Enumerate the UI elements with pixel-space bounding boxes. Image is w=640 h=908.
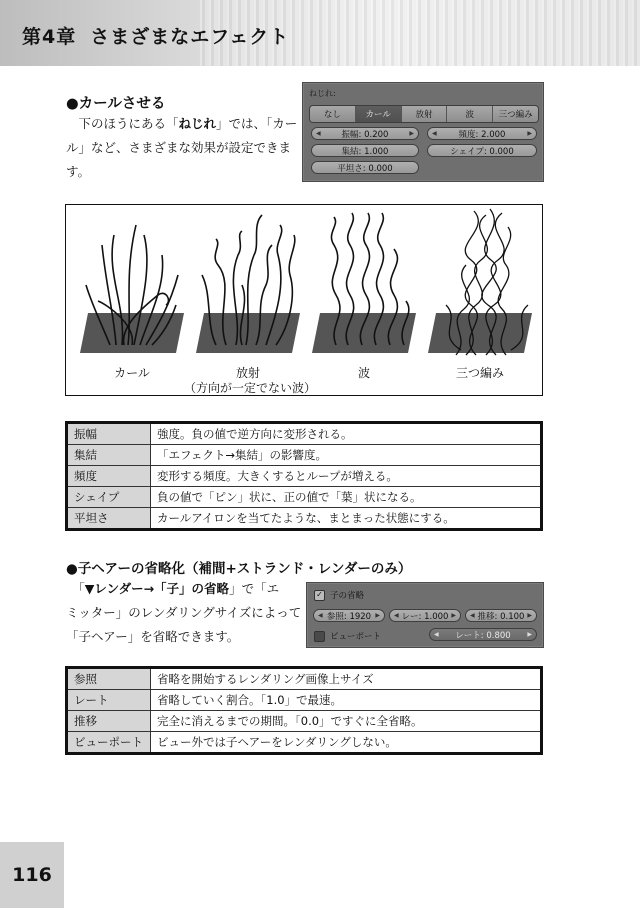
child-simplify-panel [306,582,544,648]
increment-arrow-icon[interactable]: ▶ [409,130,414,137]
reference-size-field[interactable]: ◀ 参照: 1920 ▶ [313,609,385,622]
table-value: ビュー外では子ヘアーをレンダリングしない。 [151,732,542,754]
diagram-sublabel-radial: （方向が一定でない波） [183,381,316,395]
kink-tab-braid[interactable]: 三つ編み [493,106,538,122]
diagram-label-braid: 三つ編み [455,366,504,380]
table-key: ビューポート [67,732,151,754]
section-heading-child-simplify: ●子ヘアーの省略化（補間+ストランド・レンダーのみ） [66,561,412,577]
shape-field[interactable]: シェイプ: 0.000 [427,144,537,157]
chapter-title [22,22,289,49]
table-key: 集結 [67,445,151,466]
table-key: 平坦さ [67,508,151,530]
decrement-arrow-icon[interactable]: ◀ [432,130,437,137]
table-row [67,487,542,508]
kink-tab-radial[interactable]: 放射 [402,106,448,122]
section-heading-curl: ●カールさせる [66,96,166,112]
table-row [67,711,542,732]
transition-field[interactable]: ◀ 推移: 0.100 ▶ [465,609,537,622]
viewport-toggle[interactable]: ビューポート [314,630,381,642]
section-curl-text [66,112,306,184]
increment-arrow-icon[interactable]: ▶ [527,612,532,619]
table-row [67,690,542,711]
section-child-line1: 「▼レンダー→「子」の省略」で「エ [78,581,280,596]
increment-arrow-icon[interactable]: ▶ [375,612,380,619]
frequency-field[interactable]: ◀ 頻度: 2.000 ▶ [427,127,537,140]
decrement-arrow-icon[interactable]: ◀ [434,631,439,638]
table-value: 変形する頻度。大きくするとループが増える。 [151,466,542,487]
increment-arrow-icon[interactable]: ▶ [527,130,532,137]
section-child-line2: ミッター」のレンダリングサイズによって [66,605,302,620]
decrement-arrow-icon[interactable]: ◀ [318,612,323,619]
diagram-label-curl: カール [114,366,150,380]
increment-arrow-icon[interactable]: ▶ [527,631,532,638]
table-value: 「エフェクト→集結」の影響度。 [151,445,542,466]
rate-field[interactable]: ◀ レー: 1.000 ▶ [389,609,461,622]
table-key: 振幅 [67,423,151,445]
table-key: 頻度 [67,466,151,487]
section-child-line3: 「子ヘアー」を省略できます。 [66,629,240,644]
table-row [67,466,542,487]
table-key: シェイプ [67,487,151,508]
diagram-label-wave: 波 [357,366,370,380]
increment-arrow-icon[interactable]: ▶ [451,612,456,619]
table-value: 省略していく割合。「1.0」で最速。 [151,690,542,711]
kink-diagram [65,204,543,396]
table-row [67,732,542,754]
table-value: 強度。負の値で逆方向に変形される。 [151,423,542,445]
flatness-field[interactable]: 平坦さ: 0.000 [311,161,419,174]
section-curl-line1: 下のほうにある「ねじれ」では、「カー [78,116,298,131]
table-row [67,445,542,466]
decrement-arrow-icon[interactable]: ◀ [394,612,399,619]
ground-block-braid [428,313,532,353]
chapter-header [0,0,640,66]
kink-panel [302,82,544,182]
table-value: 省略を開始するレンダリング画像上サイズ [151,668,542,690]
table-row [67,668,542,690]
table-key: 参照 [67,668,151,690]
checkbox-unchecked-icon[interactable] [314,631,325,642]
table-value: カールアイロンを当てたような、まとまった状態にする。 [151,508,542,530]
decrement-arrow-icon[interactable]: ◀ [316,130,321,137]
section-child-text [66,577,306,649]
child-simplify-table [65,666,543,755]
table-key: レート [67,690,151,711]
kink-tab-none[interactable]: なし [310,106,356,122]
ground-block-wave [312,313,416,353]
child-simplify-toggle[interactable]: ✓ 子の省略 [314,589,364,601]
checkbox-checked-icon[interactable]: ✓ [314,590,325,601]
diagram-label-radial: 放射 [235,366,260,380]
table-value: 負の値で「ピン」状に、正の値で「葉」状になる。 [151,487,542,508]
kink-panel-title: ねじれ: [309,89,336,98]
table-key: 推移 [67,711,151,732]
section-curl-line2: ル」など、さまざまな効果が設定できます。 [66,140,292,179]
table-row [67,508,542,530]
kink-tab-wave[interactable]: 波 [447,106,493,122]
chapter-number: 第4章 [22,26,77,48]
amplitude-field[interactable]: ◀ 振幅: 0.200 ▶ [311,127,419,140]
page-number: 116 [0,842,64,908]
decrement-arrow-icon[interactable]: ◀ [470,612,475,619]
kink-params-table [65,421,543,531]
clump-field[interactable]: 集結: 1.000 [311,144,419,157]
table-value: 完全に消えるまでの期間。「0.0」ですぐに全省略。 [151,711,542,732]
kink-tabs [309,105,539,123]
table-row [67,423,542,445]
viewport-rate-field[interactable]: ◀ レート: 0.800 ▶ [429,628,537,641]
kink-tab-curl[interactable]: カール [356,106,402,122]
chapter-name: さまざまなエフェクト [90,26,290,48]
